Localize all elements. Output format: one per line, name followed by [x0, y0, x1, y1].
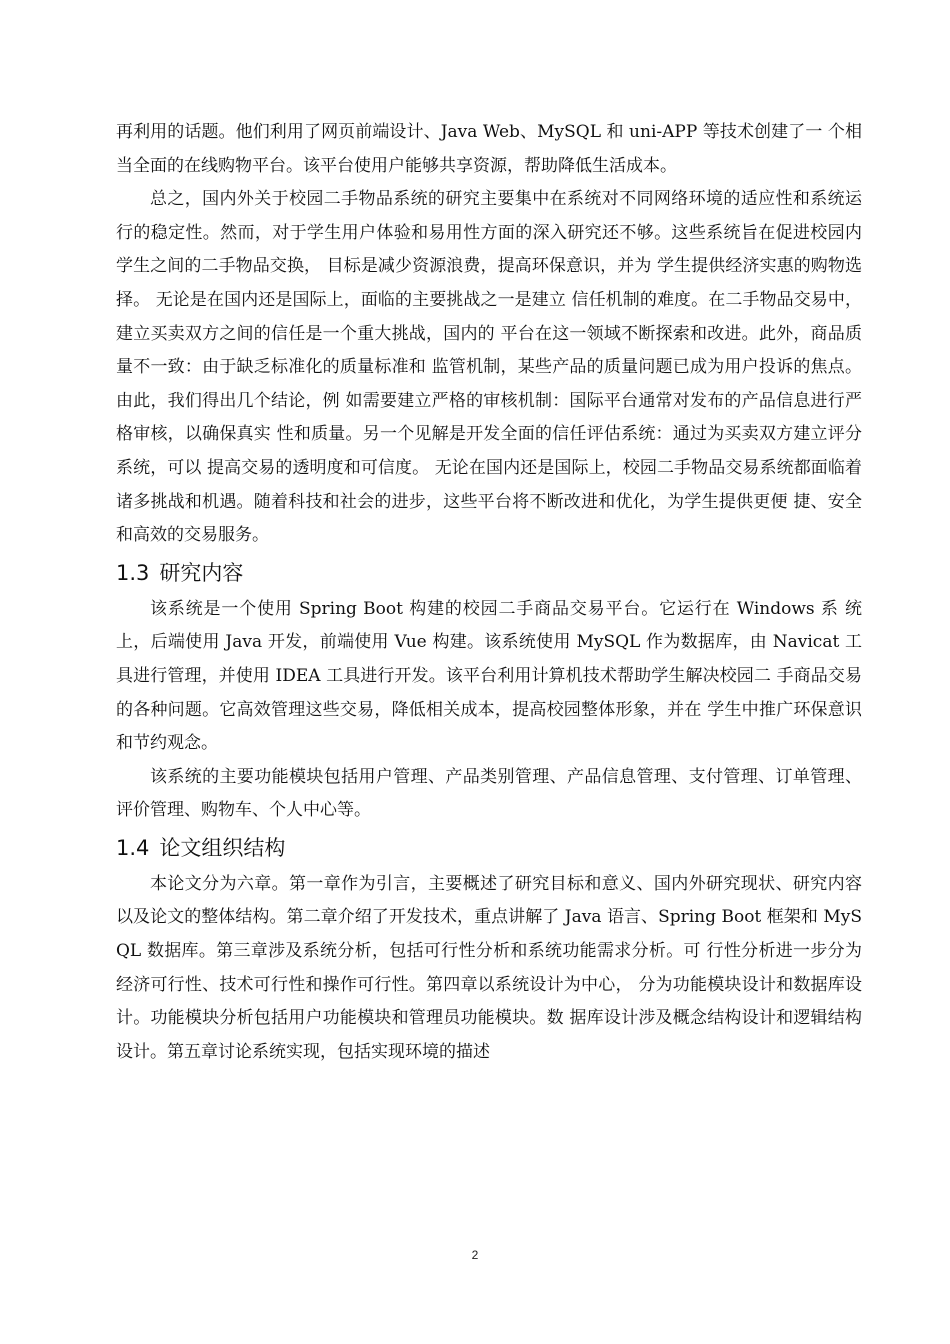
section-heading-1-4: [116, 828, 862, 868]
page-number: 2: [471, 1248, 479, 1262]
section-number: 1.3: [116, 560, 150, 585]
body-paragraph: 再利用的话题。他们利用了网页前端设计、Java Web、MySQL 和 uni-APP 等技术创建了一 个相当全面的在线购物平台。该平台使用户能够共享资源，帮助降低生活成本。: [116, 122, 862, 176]
document-page: [116, 116, 862, 1069]
section-number: 1.4: [116, 835, 150, 860]
section-title: 论文组织结构: [159, 835, 286, 860]
body-paragraph: 总之，国内外关于校园二手物品系统的研究主要集中在系统对不同网络环境的适应性和系统运行的稳定性。然而，对于学生用户体验和易用性方面的深入研究还不够。这些系统旨在促进校园内学生之间的二手物品交换， 目标是减少资源浪费，提高环保意识，并为 学生提供经济实惠的购物选择。 无论是在国内还是国际上，面临的主要挑战之一是建立 信任机制的难度。在二手物品交易中，建立买卖双方之间的信任是一个重大挑战，国内的 平台在这一领域不断探索和改进。此外，商品质量不一致：由于缺乏标准化的质量标准和 监管机制，某些产品的质量问题已成为用户投诉的焦点。 由此，我们得出几个结论，例 如需要建立严格的审核机制：国际平台通常对发布的产品信息进行严格审核，以确保真实 性和质量。另一个见解是开发全面的信任评估系统：通过为买卖双方建立评分系统，可以 提高交易的透明度和可信度。 无论在国内还是国际上，校园二手物品交易系统都面临着 诸多挑战和机遇。随着科技和社会的进步，这些平台将不断改进和优化，为学生提供更便 捷、安全和高效的交易服务。: [116, 189, 862, 546]
section-heading-1-3: [116, 553, 862, 593]
section-title: 研究内容: [159, 560, 244, 585]
body-paragraph: 该系统是一个使用 Spring Boot 构建的校园二手商品交易平台。它运行在 Windows 系 统上，后端使用 Java 开发，前端使用 Vue 构建。该系统使用 MySQL 作为数据库，由 Navicat 工具进行管理，并使用 IDEA 工具进行开发。该平台利用计算机技术帮助学生解决校园二 手商品交易的各种问题。它高效管理这些交易，降低相关成本，提高校园整体形象，并在 学生中推广环保意识和节约观念。: [116, 598, 862, 754]
body-paragraph: 本论文分为六章。第一章作为引言，主要概述了研究目标和意义、国内外研究现状、研究内容以及论文的整体结构。第二章介绍了开发技术，重点讲解了 Java 语言、Spring Boot 框架和 MySQL 数据库。第三章涉及系统分析，包括可行性分析和系统功能需求分析。可 行性分析进一步分为经济可行性、技术可行性和操作可行性。第四章以系统设计为中心， 分为功能模块设计和数据库设计。功能模块分析包括用户功能模块和管理员功能模块。数 据库设计涉及概念结构设计和逻辑结构设计。第五章讨论系统实现，包括实现环境的描述: [116, 873, 862, 1062]
body-paragraph: 该系统的主要功能模块包括用户管理、产品类别管理、产品信息管理、支付管理、订单管理、评价管理、购物车、个人中心等。: [116, 766, 862, 821]
